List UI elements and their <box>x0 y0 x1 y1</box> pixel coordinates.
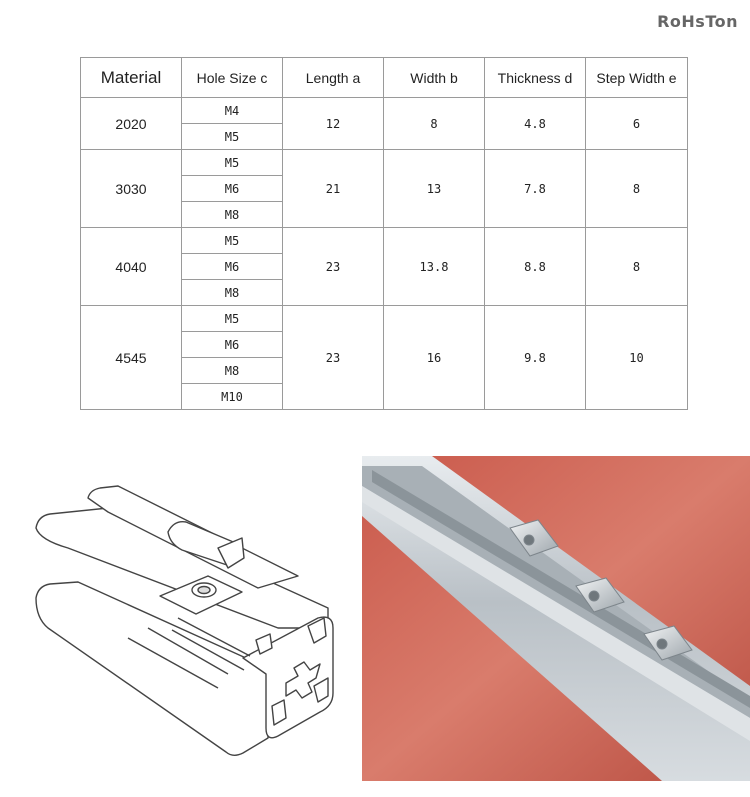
cell-hole-size: M6 <box>182 254 283 280</box>
cell-step-width: 10 <box>586 306 688 410</box>
cell-material: 2020 <box>81 98 182 150</box>
cell-length: 12 <box>283 98 384 150</box>
cell-hole-size: M4 <box>182 98 283 124</box>
profile-photo-illustration <box>362 456 750 781</box>
profile-line-drawing <box>28 478 348 760</box>
cell-length: 23 <box>283 228 384 306</box>
cell-hole-size: M6 <box>182 176 283 202</box>
cell-material: 4545 <box>81 306 182 410</box>
brand-logo: RoHsTon <box>657 12 738 31</box>
header-width: Width b <box>384 58 485 98</box>
header-material: Material <box>81 58 182 98</box>
table-row <box>81 306 688 332</box>
cell-width: 13 <box>384 150 485 228</box>
cell-material: 4040 <box>81 228 182 306</box>
cell-hole-size: M8 <box>182 358 283 384</box>
cell-hole-size: M6 <box>182 332 283 358</box>
table-row <box>81 150 688 176</box>
cell-length: 23 <box>283 306 384 410</box>
cell-hole-size: M8 <box>182 280 283 306</box>
table-header-row <box>81 58 688 98</box>
cell-hole-size: M5 <box>182 306 283 332</box>
cell-hole-size: M8 <box>182 202 283 228</box>
spec-table <box>80 57 688 410</box>
cell-material: 3030 <box>81 150 182 228</box>
header-hole-size: Hole Size c <box>182 58 283 98</box>
header-thickness: Thickness d <box>485 58 586 98</box>
header-length: Length a <box>283 58 384 98</box>
product-photo <box>362 456 750 781</box>
cell-step-width: 8 <box>586 150 688 228</box>
cell-length: 21 <box>283 150 384 228</box>
cell-step-width: 8 <box>586 228 688 306</box>
table-row <box>81 228 688 254</box>
cell-hole-size: M10 <box>182 384 283 410</box>
cell-thickness: 7.8 <box>485 150 586 228</box>
cell-thickness: 8.8 <box>485 228 586 306</box>
cell-thickness: 9.8 <box>485 306 586 410</box>
cell-width: 16 <box>384 306 485 410</box>
header-step-width: Step Width e <box>586 58 688 98</box>
cell-width: 13.8 <box>384 228 485 306</box>
cell-thickness: 4.8 <box>485 98 586 150</box>
cell-hole-size: M5 <box>182 150 283 176</box>
table-row <box>81 98 688 124</box>
cell-width: 8 <box>384 98 485 150</box>
cell-step-width: 6 <box>586 98 688 150</box>
extrusion-sketch <box>28 478 348 760</box>
cell-hole-size: M5 <box>182 124 283 150</box>
cell-hole-size: M5 <box>182 228 283 254</box>
